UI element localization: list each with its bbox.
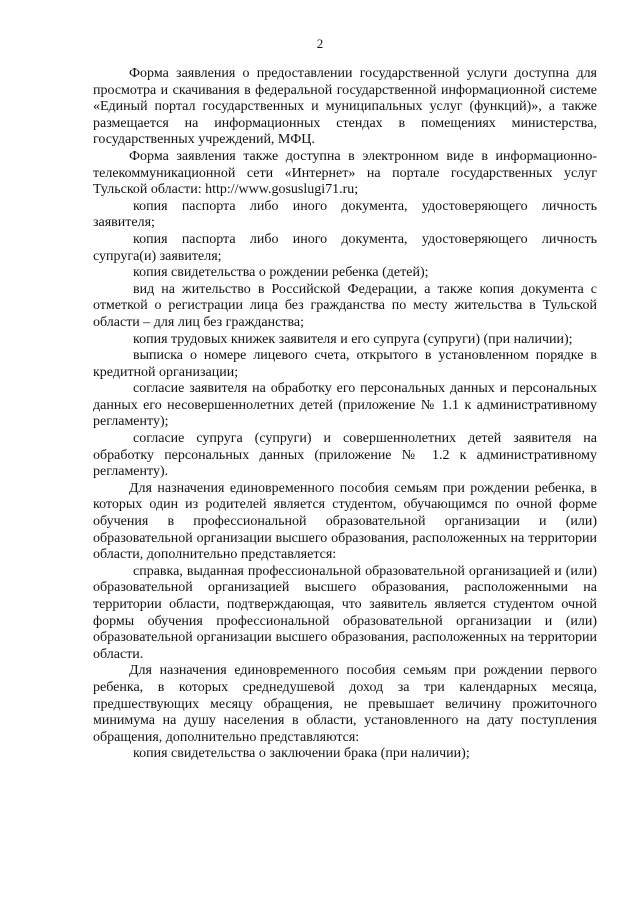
list-item-applicant-consent: согласие заявителя на обработку его персональных данных и персональных данных его несовершеннолетних детей (приложение № 1.1 к административному регламенту);	[93, 381, 597, 430]
list-item-student-certificate: справка, выданная профессиональной образовательной организацией и (или) образовательной организацией высшего образования, расположенными на территории области, подтверждающая, что заявитель является студентом очной формы обучения профессиональной образовательной организации и (или) образовательной организации высшего образования, расположенных на территории области.	[93, 563, 597, 662]
paragraph-electronic-form: Форма заявления также доступна в электронном виде в информационно-телекоммуникационной сети «Интернет» на портале государственных услуг Тульской области: http://www.gosuslugi71.ru;	[93, 148, 597, 198]
list-item-employment-books: копия трудовых книжек заявителя и его супруга (супруги) (при наличии);	[133, 331, 573, 347]
list-item-applicant-passport: копия паспорта либо иного документа, удостоверяющего личность заявителя;	[93, 198, 597, 231]
paragraph-student-parent-benefit: Для назначения единовременного пособия семьям при рождении ребенка, в которых один из родителей является студентом, обучающимся по очной форме обучения в профессиональной образовательной организации и (или) образовательной организации высшего образования, расположенных на территории области, дополнительно представляется:	[93, 480, 597, 563]
document-body	[93, 66, 597, 763]
list-item-account-statement: выписка о номере лицевого счета, открытого в установленном порядке в кредитной организации;	[93, 348, 597, 380]
paragraph-first-child-benefit: Для назначения единовременного пособия семьям при рождении первого ребенка, в которых среднедушевой доход за три календарных месяца, предшествующих месяцу обращения, не превышает величину прожиточного минимума на душу населения в области, установленного на дату поступления обращения, дополнительно представляются:	[93, 663, 597, 745]
page-number: 2	[316, 36, 324, 51]
list-item-birth-certificate: копия свидетельства о рождении ребенка (детей);	[133, 265, 429, 281]
list-item-marriage-certificate: копия свидетельства о заключении брака (при наличии);	[133, 746, 470, 762]
paragraph-form-availability: Форма заявления о предоставлении государственной услуги доступна для просмотра и скачивания в федеральной государственной информационной системе «Единый портал государственных и муниципальных услуг (функций)», а также размещается на информационных стендах в помещениях министерства, государственных учреждений, МФЦ.	[93, 66, 597, 148]
list-item-residence-permit: вид на жительство в Российской Федерации, а также копия документа с отметкой о регистрации лица без гражданства по месту жительства в Тульской области – для лиц без гражданства;	[93, 281, 597, 330]
list-item-spouse-consent: согласие супруга (супруги) и совершеннолетних детей заявителя на обработку персональных данных (приложение № 1.2 к административному регламенту).	[93, 431, 597, 480]
list-item-spouse-passport: копия паспорта либо иного документа, удостоверяющего личность супруга(и) заявителя;	[93, 231, 597, 264]
